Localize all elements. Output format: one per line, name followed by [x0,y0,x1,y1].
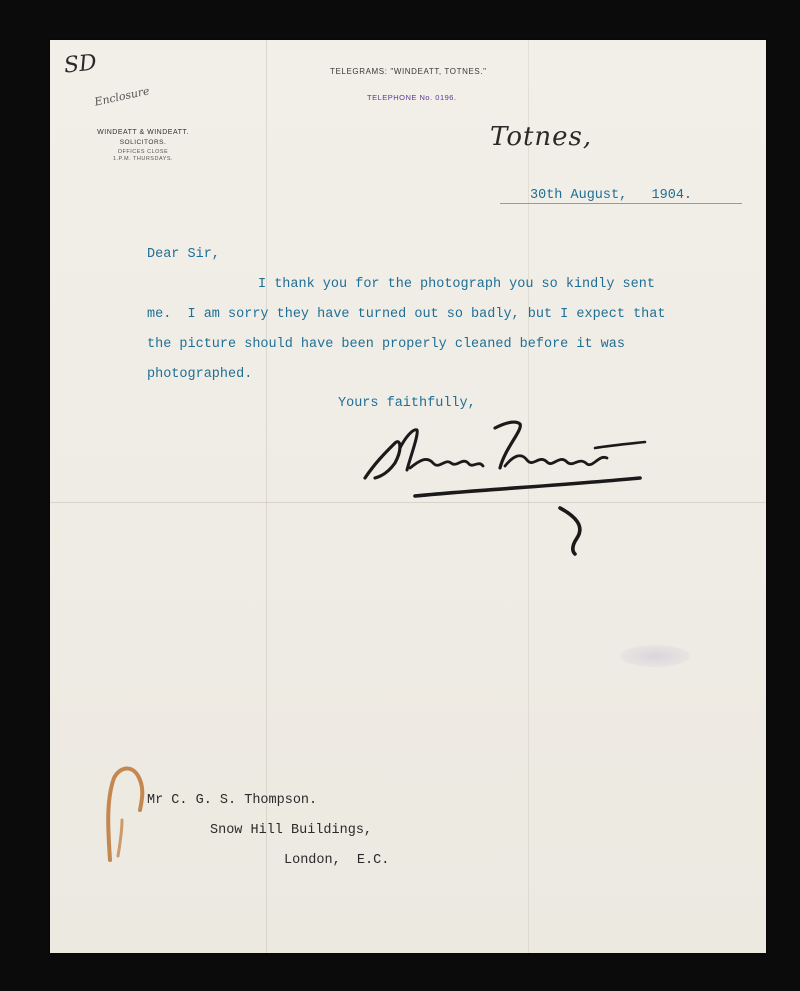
firm-role: SOLICITORS. [119,139,167,146]
pencil-reference-number: SD [62,50,98,79]
closing: Yours faithfully, [338,396,476,411]
greeting: Dear Sir, [147,247,220,262]
enclosure-note: Enclosure [93,84,151,109]
place-name: Totnes, [490,122,593,152]
telegrams-line: TELEGRAMS: "WINDEATT, TOTNES." [330,67,487,76]
handwritten-signature [355,408,655,558]
telephone-line: TELEPHONE No. 0196. [367,93,457,102]
rust-stain [100,760,150,870]
fold-line-vertical [266,40,267,953]
recipient-city: London, E.C. [284,853,390,868]
body-line-3: the picture should have been properly cleaned before it was [147,337,625,352]
closing-time: 1.P.M. THURSDAYS. [112,156,174,162]
ink-smudge [620,645,690,667]
body-line-4: photographed. [147,367,253,382]
firm-letterhead [88,129,198,162]
body-line-2: me. I am sorry they have turned out so badly, but I expect that [147,307,666,322]
letter-date: 30th August, 1904. [530,188,693,203]
offices-close: OFFICES CLOSE [117,149,169,155]
date-underline [500,203,742,204]
letter-page [50,40,766,953]
recipient-street: Snow Hill Buildings, [210,823,373,838]
firm-name: WINDEATT & WINDEATT. [97,129,189,136]
body-line-1: I thank you for the photograph you so kindly sent [258,277,655,292]
recipient-name: Mr C. G. S. Thompson. [147,793,318,808]
